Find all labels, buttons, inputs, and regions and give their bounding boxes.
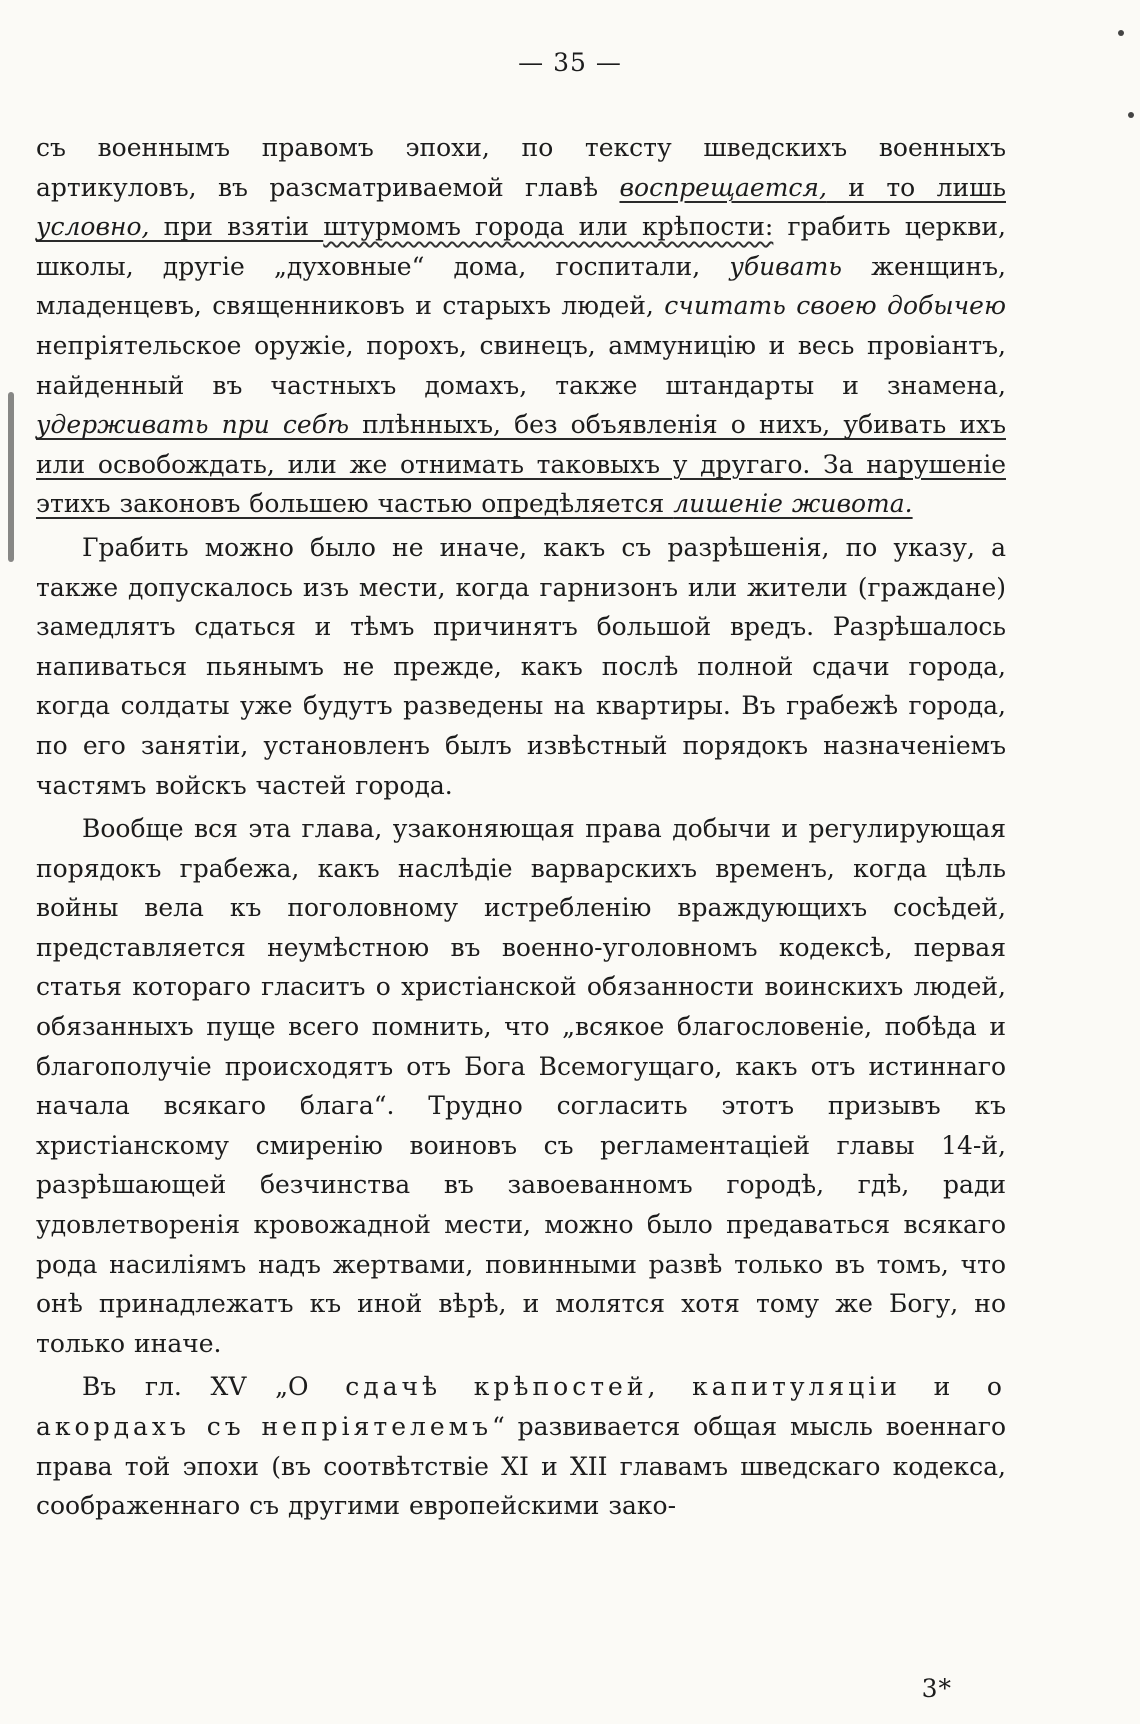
text-run: грабить церкви, школы, другіе „духовные“ дома, госпитали, <box>36 212 1006 281</box>
italic-emphasis: удерживать при себѣ <box>36 410 350 440</box>
text-run: при взятіи <box>149 212 324 242</box>
text-run: “ развивается общая мысль военнаго права той эпохи (въ соотвѣтствіе XI и XII главамъ шведскаго кодекса, соображеннаго съ другими европейскими зако- <box>36 1412 1006 1521</box>
text-run: съ военнымъ правомъ эпохи, по тексту шведскихъ военныхъ артикуловъ, въ разсматриваемой главѣ <box>36 133 1006 202</box>
paragraph <box>36 528 1006 805</box>
text-run: плѣнныхъ, без объявленія о нихъ, убивать ихъ или освобождать, или же отнимать таковыхъ у другаго. За нарушеніе этихъ законовъ большею частью опредѣляется <box>36 410 1006 519</box>
text-run: Грабить можно было не иначе, какъ съ разрѣшенія, по указу, а также допускалось изъ мести, когда гарнизонъ или жители (граждане) замедлятъ сдаться и тѣмъ причинятъ большой вредъ. Разрѣшалось напиваться пьянымъ не прежде, какъ послѣ полной сдачи города, когда солдаты уже будутъ разведены на квартиры. Въ грабежѣ города, по его занятіи, установленъ былъ извѣстный порядокъ назначеніемъ частямъ войскъ частей города. <box>36 532 1006 800</box>
text-run: женщинъ, младенцевъ, священниковъ и старыхъ людей, <box>36 251 1006 321</box>
scan-speck <box>1118 30 1124 36</box>
scan-speck <box>1128 112 1134 118</box>
italic-emphasis: условно, <box>36 212 150 242</box>
italic-emphasis: воспрещается, <box>619 172 827 202</box>
paragraph <box>36 809 1006 1363</box>
text-run: Въ гл. XV „ <box>82 1372 289 1402</box>
italic-emphasis: считать своею добычею <box>664 291 1006 321</box>
italic-emphasis: убивать <box>729 251 842 281</box>
text-run: непріятельское оружіе, порохъ, свинецъ, аммуницію и весь провіантъ, найденный въ частныхъ домахъ, также штандарты и знамена, <box>36 330 1006 400</box>
italic-emphasis: лишеніе живота. <box>673 489 913 519</box>
signature-mark: 3* <box>921 1674 952 1703</box>
paragraph <box>36 128 1006 524</box>
text-run: и то лишь <box>826 172 1006 202</box>
paragraph <box>36 1367 1006 1525</box>
margin-pencil-mark <box>8 392 14 562</box>
text-run: Вообще вся эта глава, узаконяющая права добычи и регулирующая порядокъ грабежа, какъ наслѣдіе варварскихъ временъ, когда цѣль войны вела къ поголовному истребленію враждующихъ сосѣдей, представляется неумѣстною въ военно-уголовномъ кодексѣ, первая статья котораго гласитъ о христіанской обязанности воинскихъ людей, обязанныхъ пуще всего помнить, что „всякое благословеніе, побѣда и благополучіе происходятъ отъ Бога Всемогущаго, какъ отъ истиннаго начала всякаго блага“. Трудно согласить этотъ призывъ къ христіанскому смиренію воиновъ съ регламентаціей главы 14-й, разрѣшающей безчинства въ завоеванномъ городѣ, гдѣ, ради удовлетворенія кровожадной мести, можно было предаваться всякаго рода насиліямъ надъ жертвами, повинными развѣ только въ томъ, что онѣ принадлежатъ къ иной вѣрѣ, и молятся хотя тому же Богу, но только иначе. <box>36 814 1006 1358</box>
page-number: — 35 — <box>518 48 622 77</box>
spaced-heading-text: О сдачѣ крѣпостей, капитуляціи и о акордахъ съ непріятелемъ <box>36 1372 1006 1441</box>
body-text <box>36 128 1006 1526</box>
text-run: штурмомъ города или крѣпости: <box>323 212 774 242</box>
